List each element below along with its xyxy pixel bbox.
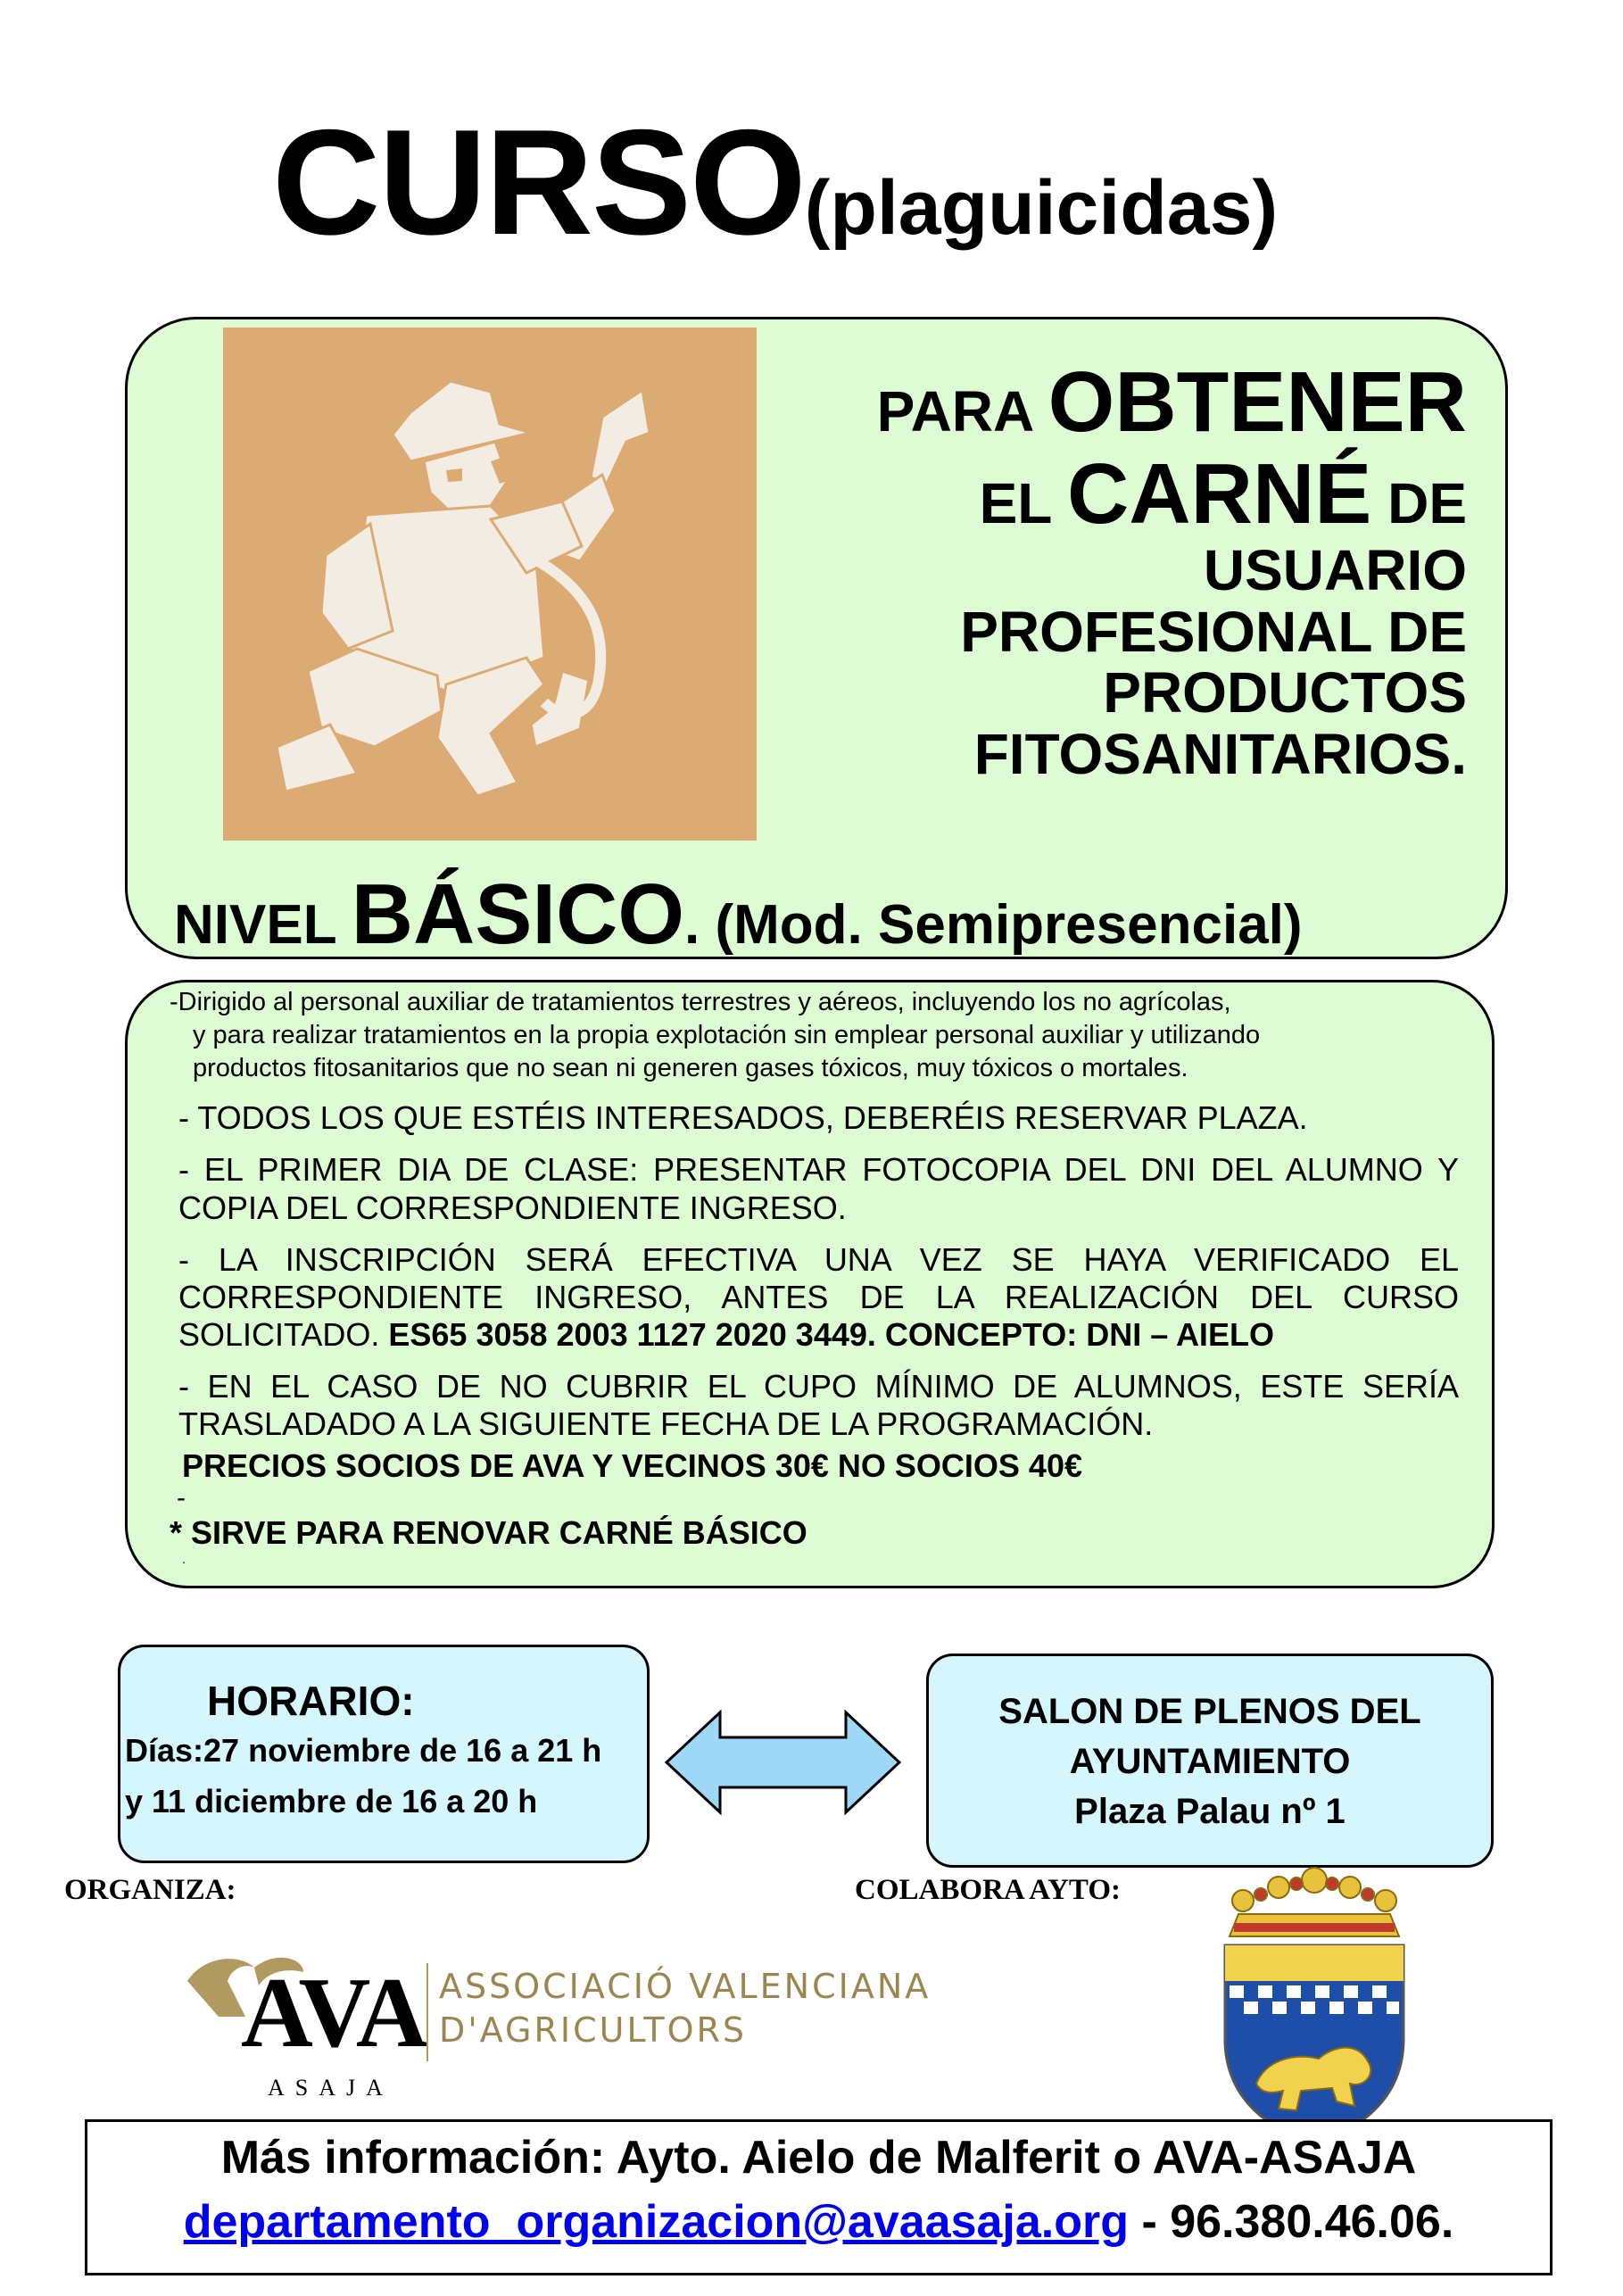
- email-link[interactable]: departamento_organizacion@avaasaja.org: [183, 2196, 1129, 2248]
- detail-item-minimum: - EN EL CASO DE NO CUBRIR EL CUPO MÍNIMO DE ALUMNOS, ESTE SERÍA TRASLADADO A LA SIGUIENTE FECHA DE LA PROGRAMACIÓN.: [178, 1367, 1459, 1443]
- dot-mark: .: [182, 1551, 186, 1566]
- organiza-label: ORGANIZA:: [64, 1874, 236, 1906]
- location-line-1: SALON DE PLENOS DEL: [998, 1692, 1421, 1731]
- detail-item-reserve: - TODOS LOS QUE ESTÉIS INTERESADOS, DEBERÉIS RESERVAR PLAZA.: [178, 1099, 1308, 1137]
- title-main: CURSO: [272, 98, 805, 266]
- schedule-day-2: y 11 diciembre de 16 a 20 h: [125, 1783, 538, 1820]
- heading-carne: CARNÉ: [1066, 445, 1372, 542]
- heading-profesional: PROFESIONAL DE: [960, 599, 1467, 664]
- course-details: [170, 986, 1459, 1565]
- more-info: Más información: Ayto. Aielo de Malferit o AVA-ASAJA: [220, 2132, 1417, 2184]
- renew-note: * SIRVE PARA RENOVAR CARNÉ BÁSICO: [170, 1514, 807, 1552]
- heading-fitosanitarios: FITOSANITARIOS.: [973, 721, 1467, 786]
- level-basico: BÁSICO: [351, 866, 685, 962]
- schedule-day-1: Días:27 noviembre de 16 a 21 h: [125, 1731, 602, 1769]
- phone-number: - 96.380.46.06.: [1129, 2196, 1454, 2248]
- level-prefix: NIVEL: [174, 894, 352, 956]
- bank-account: ES65 3058 2003 1127 2020 3449. CONCEPTO: DNI – AIELO: [388, 1315, 1274, 1353]
- schedule-heading: HORARIO:: [207, 1678, 415, 1724]
- detail-item-inscription: [170, 1241, 1459, 1354]
- heading-para: PARA: [876, 379, 1048, 443]
- heading-usuario: USUARIO: [1203, 538, 1467, 603]
- heading-de: DE: [1371, 470, 1467, 535]
- schedule: [125, 1678, 660, 1828]
- colabora-label: COLABORA AYTO:: [855, 1874, 1121, 1906]
- heading-el: EL: [979, 470, 1067, 535]
- location-line-2: AYUNTAMIENTO: [1069, 1742, 1351, 1781]
- level-mode: . (Mod. Semipresencial): [684, 894, 1303, 956]
- page-title: [272, 98, 1477, 266]
- dash-separator: -: [177, 1483, 186, 1513]
- contact-line: [85, 2195, 1553, 2249]
- ava-letters: AVA: [241, 1958, 426, 2068]
- heading-obtener: OBTENER: [1047, 354, 1467, 450]
- intro-line-2: y para realizar tratamientos en la propia explotación sin emplear personal auxiliar y utilizando: [193, 1021, 1261, 1050]
- ava-name-line-2: D'AGRICULTORS: [439, 2010, 748, 2051]
- ava-name-line-1: ASSOCIACIÓ VALENCIANA: [439, 1967, 932, 2006]
- ava-full-name: [439, 1965, 931, 2053]
- intro-text: [170, 986, 1459, 1085]
- heading-productos: PRODUCTOS: [1103, 660, 1467, 725]
- coat-of-arms-icon: [1212, 1861, 1417, 2146]
- course-heading: [664, 354, 1467, 786]
- location: [928, 1687, 1492, 1836]
- intro-line-1: -Dirigido al personal auxiliar de tratamientos terrestres y aéreos, incluyendo los no agrícolas,: [170, 988, 1231, 1016]
- title-sub: (plaguicidas): [804, 165, 1279, 251]
- ava-divider: [426, 1963, 428, 2061]
- ava-asaja: ASAJA: [268, 2075, 393, 2101]
- prices: PRECIOS SOCIOS DE AVA Y VECINOS 30€ NO SOCIOS 40€: [182, 1447, 1082, 1485]
- double-arrow-icon: [665, 1709, 901, 1816]
- course-level: [174, 866, 1477, 964]
- detail-item-documents: - EL PRIMER DIA DE CLASE: PRESENTAR FOTOCOPIA DEL DNI DEL ALUMNO Y COPIA DEL CORRESPONDIENTE INGRESO.: [178, 1151, 1459, 1226]
- intro-line-3: productos fitosanitarios que no sean ni generen gases tóxicos, muy tóxicos o mortales.: [193, 1054, 1188, 1083]
- inscription-text: - LA INSCRIPCIÓN SERÁ EFECTIVA UNA VEZ SE HAYA VERIFICADO EL CORRESPONDIENTE INGRESO, ANTES DE LA REALIZACIÓN DEL CURSO SOLICITADO.: [178, 1240, 1459, 1353]
- location-address: Plaza Palau nº 1: [1074, 1792, 1346, 1831]
